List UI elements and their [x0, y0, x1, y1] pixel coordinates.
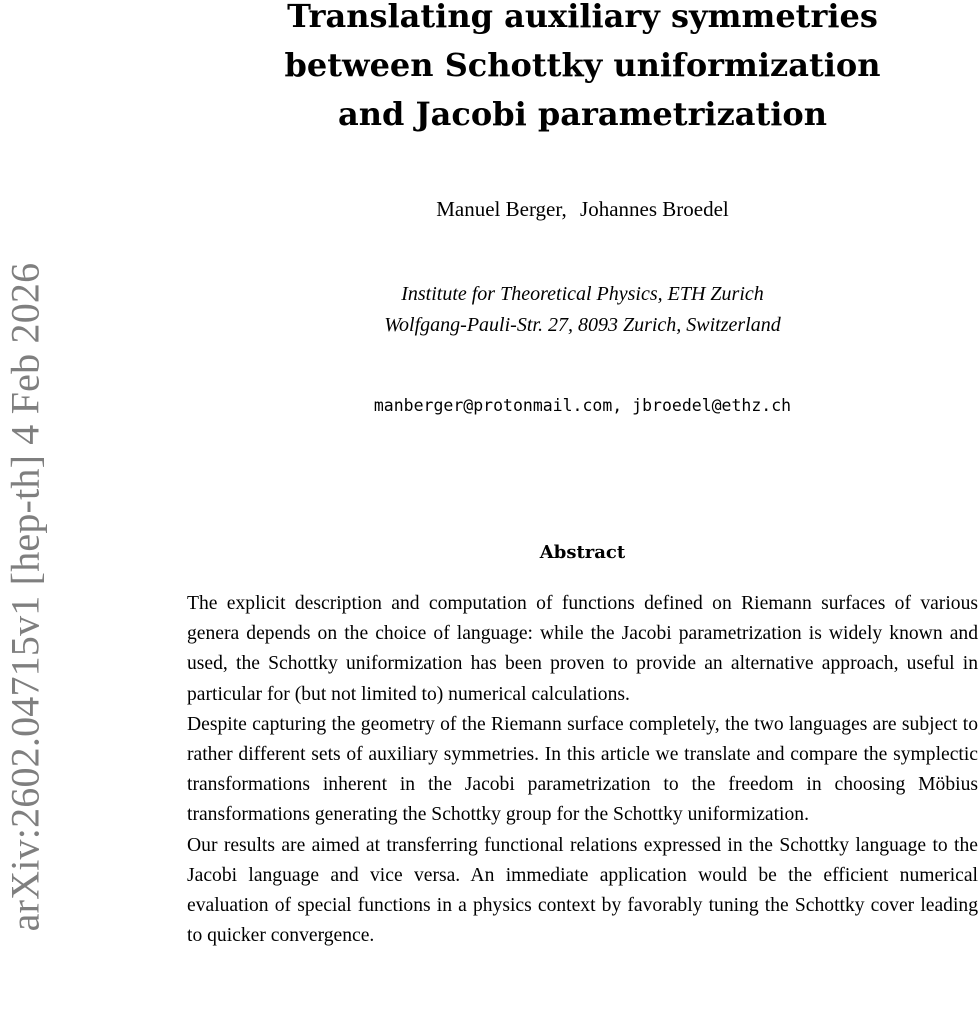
abstract-paragraph: Our results are aimed at transferring functional relations expressed in the Schottky language to the Jacobi language and vice versa. An immediate application would be the efficient numerical evaluation of special functions in a physics context by favorably tuning the Schottky cover leading to quicker convergence.: [187, 834, 978, 947]
author-list: [230, 195, 935, 223]
author-emails: manberger@protonmail.com, jbroedel@ethz.ch: [373, 396, 792, 415]
abstract-paragraph: Despite capturing the geometry of the Riemann surface completely, the two languages are subject to rather different sets of auxiliary symmetries. In this article we translate and compare the symplectic transformations inherent in the Jacobi parametrization to the freedom in choosing Möbius transformations generating the Schottky group for the Schottky uniformization.: [187, 713, 978, 826]
arxiv-identifier: arXiv:2602.04715v1 [hep-th] 4 Feb 2026: [2, 262, 48, 932]
affiliation: [230, 279, 935, 341]
title-line: between Schottky uniformization: [284, 46, 881, 84]
affiliation-line: Wolfgang-Pauli-Str. 27, 8093 Zurich, Switzerland: [384, 314, 781, 336]
author-name: Manuel Berger,: [436, 197, 567, 221]
author-name: Johannes Broedel: [580, 197, 729, 221]
abstract-body: [187, 589, 978, 951]
title-line: Translating auxiliary symmetries: [287, 0, 878, 35]
arxiv-side-stamp: [0, 0, 50, 1017]
paper-title: [230, 0, 935, 139]
affiliation-line: Institute for Theoretical Physics, ETH Zurich: [401, 283, 764, 305]
title-line: and Jacobi parametrization: [337, 95, 828, 133]
abstract-heading: Abstract: [539, 542, 626, 563]
abstract-paragraph: The explicit description and computation of functions defined on Riemann surfaces of various genera depends on the choice of language: while the Jacobi parametrization is widely known and used, the Schottky uniformization has been proven to provide an alternative approach, useful in particular for (but not limited to) numerical calculations.: [187, 593, 978, 705]
